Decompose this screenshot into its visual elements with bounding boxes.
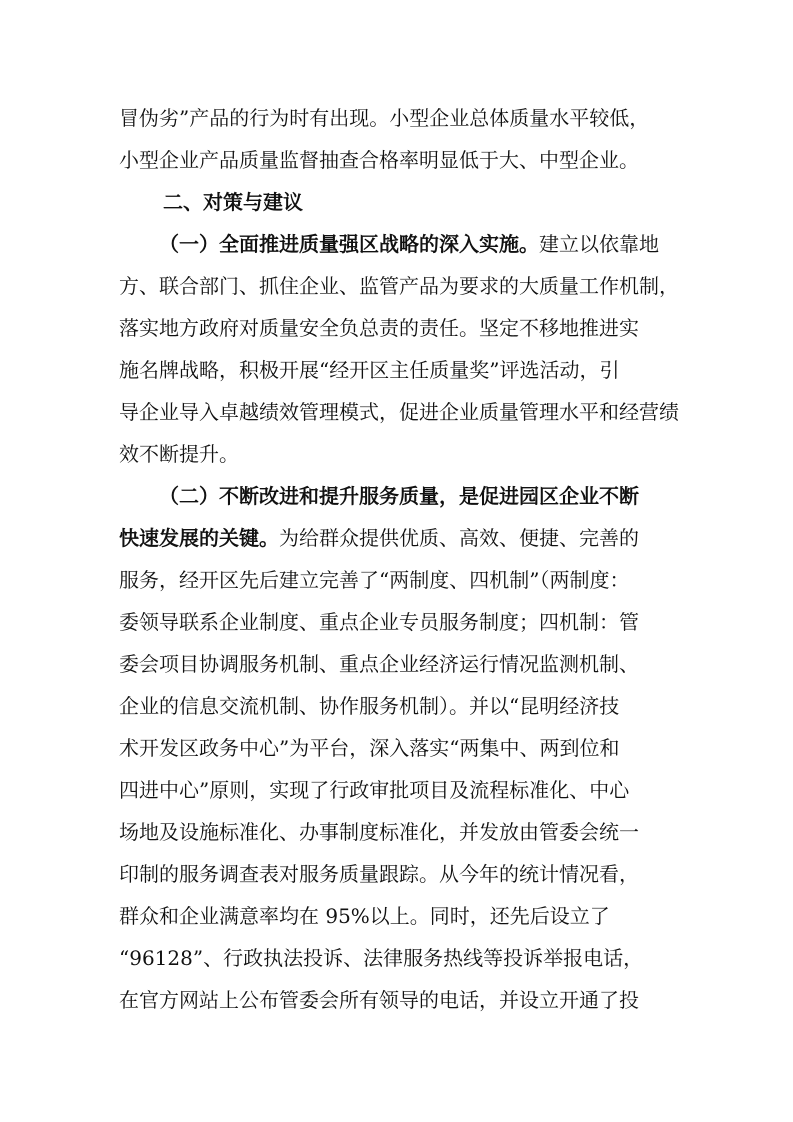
item2-line: 在官方网站上公布管委会所有领导的电话，并设立开通了投 [119, 988, 639, 1012]
item2-line: 委会项目协调服务机制、重点企业经济运行情况监测机制、 [119, 652, 639, 676]
item2-second-line-rest: 为给群众提供优质、高效、便捷、完善的 [279, 526, 639, 550]
item2-line: 服务，经开区先后建立完善了“两制度、四机制”（两制度： [119, 568, 630, 592]
item2-line: 术开发区政务中心”为平台，深入落实“两集中、两到位和 [119, 736, 620, 760]
item2-second-line [119, 517, 679, 559]
item1-line: 效不断提升。 [119, 442, 239, 466]
item2-title-line-2: 快速发展的关键。 [119, 526, 279, 550]
item2-line: 四进中心”原则，实现了行政审批项目及流程标准化、中心 [119, 778, 630, 802]
item1-first-line [119, 223, 679, 265]
item1-line: 导企业导入卓越绩效管理模式，促进企业质量管理水平和经营绩 [119, 400, 679, 424]
document-page [119, 97, 679, 1021]
item2-line: 场地及设施标准化、办事制度标准化，并发放由管委会统一 [119, 820, 639, 844]
item1-line: 方、联合部门、抓住企业、监管产品为要求的大质量工作机制， [119, 274, 679, 298]
item2-line: 群众和企业满意率均在 95%以上。同时，还先后设立了 [119, 904, 610, 928]
item2-line: “96128”、行政执法投诉、法律服务热线等投诉举报电话， [119, 946, 644, 970]
item2-line: 委领导联系企业制度、重点企业专员服务制度；四机制：管 [119, 610, 639, 634]
item1-title: （一）全面推进质量强区战略的深入实施。 [159, 232, 539, 256]
item1-line: 施名牌战略，积极开展“经开区主任质量奖”评选活动，引 [119, 358, 620, 382]
item2-line: 企业的信息交流机制、协作服务机制）。并以“昆明经济技 [119, 694, 620, 718]
item1-first-line-rest: 建立以依靠地 [539, 232, 659, 256]
intro-line-2: 小型企业产品质量监督抽查合格率明显低于大、中型企业。 [119, 148, 639, 172]
section-heading: 二、对策与建议 [163, 190, 303, 214]
intro-line-1: 冒伪劣”产品的行为时有出现。小型企业总体质量水平较低， [119, 106, 650, 130]
item2-line: 印制的服务调查表对服务质量跟踪。从今年的统计情况看， [119, 862, 639, 886]
item2-title-line-1: （二）不断改进和提升服务质量，是促进园区企业不断 [159, 484, 639, 508]
item1-line: 落实地方政府对质量安全负总责的责任。坚定不移地推进实 [119, 316, 639, 340]
